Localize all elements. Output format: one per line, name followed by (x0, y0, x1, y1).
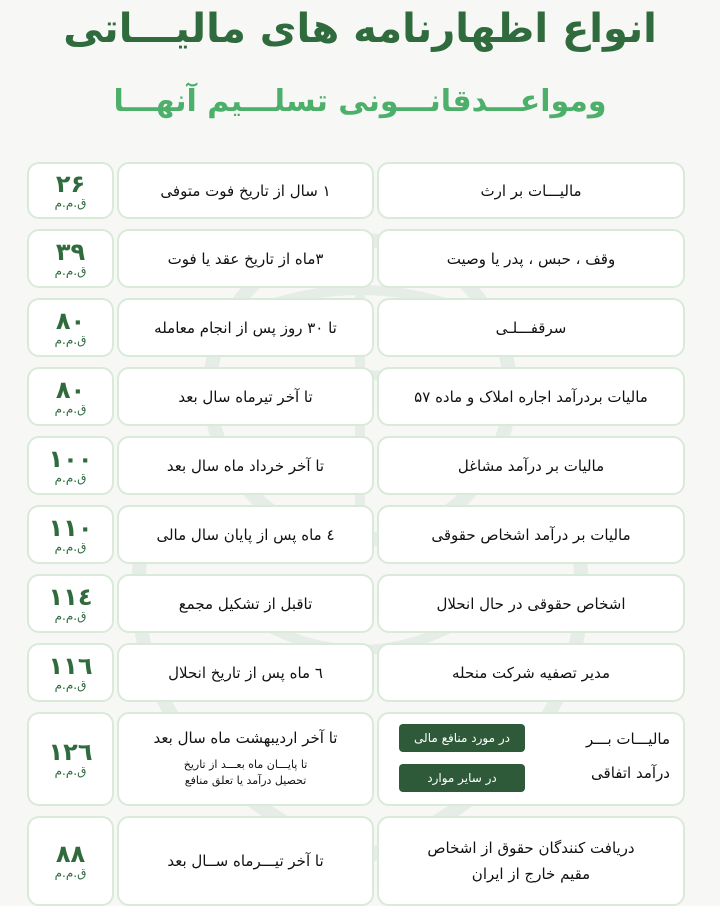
deadline-cell: ۳ماه از تاریخ عقد یا فوت (117, 229, 374, 288)
foreign-type-line2: مقیم خارج از ایران (471, 865, 591, 883)
article-number: ۱۱٦ (48, 651, 93, 680)
deadline-cell: ۱ سال از تاریخ فوت متوفی (117, 162, 374, 219)
article-label: ق.م.م (54, 866, 87, 880)
deadline-cell: تا آخر خرداد ماه سال بعد (117, 436, 374, 495)
tax-type-cell: مدیر تصفیه شرکت منحله (377, 643, 685, 702)
article-number: ۱۰۰ (48, 444, 93, 473)
article-label: ق.م.م (54, 677, 87, 692)
table-row-random-income (0, 712, 720, 806)
article-label: ق.م.م (54, 263, 87, 278)
deadline-financial: تا آخر اردیبهشت ماه سال بعد (153, 729, 338, 747)
random-income-type-line1: مالیـــات بـــر (586, 730, 670, 748)
page-title: انواع اظهارنامه های مالیـــاتی (63, 6, 657, 52)
article-cell (27, 298, 114, 357)
article-cell (27, 367, 114, 426)
article-label: ق.م.م (54, 332, 87, 347)
table-row (0, 505, 720, 564)
tax-type-cell: مالیات بردرآمد اجاره املاک و ماده ۵۷ (377, 367, 685, 426)
article-label: ق.م.م (54, 401, 87, 416)
deadline-cell: ٤ ماه پس از پایان سال مالی (117, 505, 374, 564)
article-cell (27, 712, 114, 806)
article-number: ۱۱۰ (48, 513, 93, 542)
article-number: ۸۰ (55, 375, 86, 404)
deadline-cell: تا آخر تیـــرماه ســال بعد (117, 816, 374, 906)
article-number: ۸۸ (55, 840, 86, 868)
tax-type-cell: سرقفـــلـی (377, 298, 685, 357)
deadline-cell: ٦ ماه پس از تاریخ انحلال (117, 643, 374, 702)
article-label: ق.م.م (54, 539, 87, 554)
article-number: ۲۶ (55, 169, 86, 198)
deadline-cell: تا ۳۰ روز پس از انجام معامله (117, 298, 374, 357)
tax-type-cell: مالیات بر درآمد مشاغل (377, 436, 685, 495)
table-row (0, 643, 720, 702)
article-cell (27, 162, 114, 219)
article-label: ق.م.م (54, 195, 87, 210)
tax-type-cell: اشخاص حقوقی در حال انحلال (377, 574, 685, 633)
tag-financial: در مورد منافع مالی (399, 724, 525, 752)
deadline-other-line2: تحصیل درآمد یا تعلق منافع (184, 774, 307, 787)
article-cell (27, 436, 114, 495)
table-row (0, 367, 720, 426)
article-number: ۳۹ (55, 237, 86, 266)
page-subtitle: ومواعـــدقانـــونی تسلـــیم آنهـــا (113, 84, 607, 119)
article-number: ۱۲٦ (48, 738, 93, 766)
table-row (0, 229, 720, 288)
article-cell (27, 643, 114, 702)
deadline-other-line1: تا پایـــان ماه بعـــد از تاریخ (183, 758, 308, 771)
article-cell (27, 574, 114, 633)
table-row (0, 436, 720, 495)
article-cell (27, 505, 114, 564)
article-number: ۱۱٤ (48, 582, 93, 611)
table-row-foreign (0, 816, 720, 893)
article-label: ق.م.م (54, 764, 87, 778)
deadline-cell: تاقبل از تشکیل مجمع (117, 574, 374, 633)
tag-other: در سایر موارد (399, 764, 525, 792)
deadline-cell: تا آخر تیرماه سال بعد (117, 367, 374, 426)
article-label: ق.م.م (54, 470, 87, 485)
table-row (0, 162, 720, 219)
table-row (0, 298, 720, 357)
tax-type-cell: وقف ، حبس ، پدر یا وصیت (377, 229, 685, 288)
article-label: ق.م.م (54, 608, 87, 623)
tax-type-cell: مالیات بر درآمد اشخاص حقوقی (377, 505, 685, 564)
deadline-cell (117, 712, 374, 806)
random-income-type-line2: درآمد اتفاقی (591, 764, 670, 782)
article-cell (27, 229, 114, 288)
table-row (0, 574, 720, 633)
article-number: ۸۰ (55, 306, 86, 335)
foreign-type-line1: دریافت کنندگان حقوق از اشخاص (427, 839, 635, 857)
tax-type-cell: مالیـــات بر ارث (377, 162, 685, 219)
